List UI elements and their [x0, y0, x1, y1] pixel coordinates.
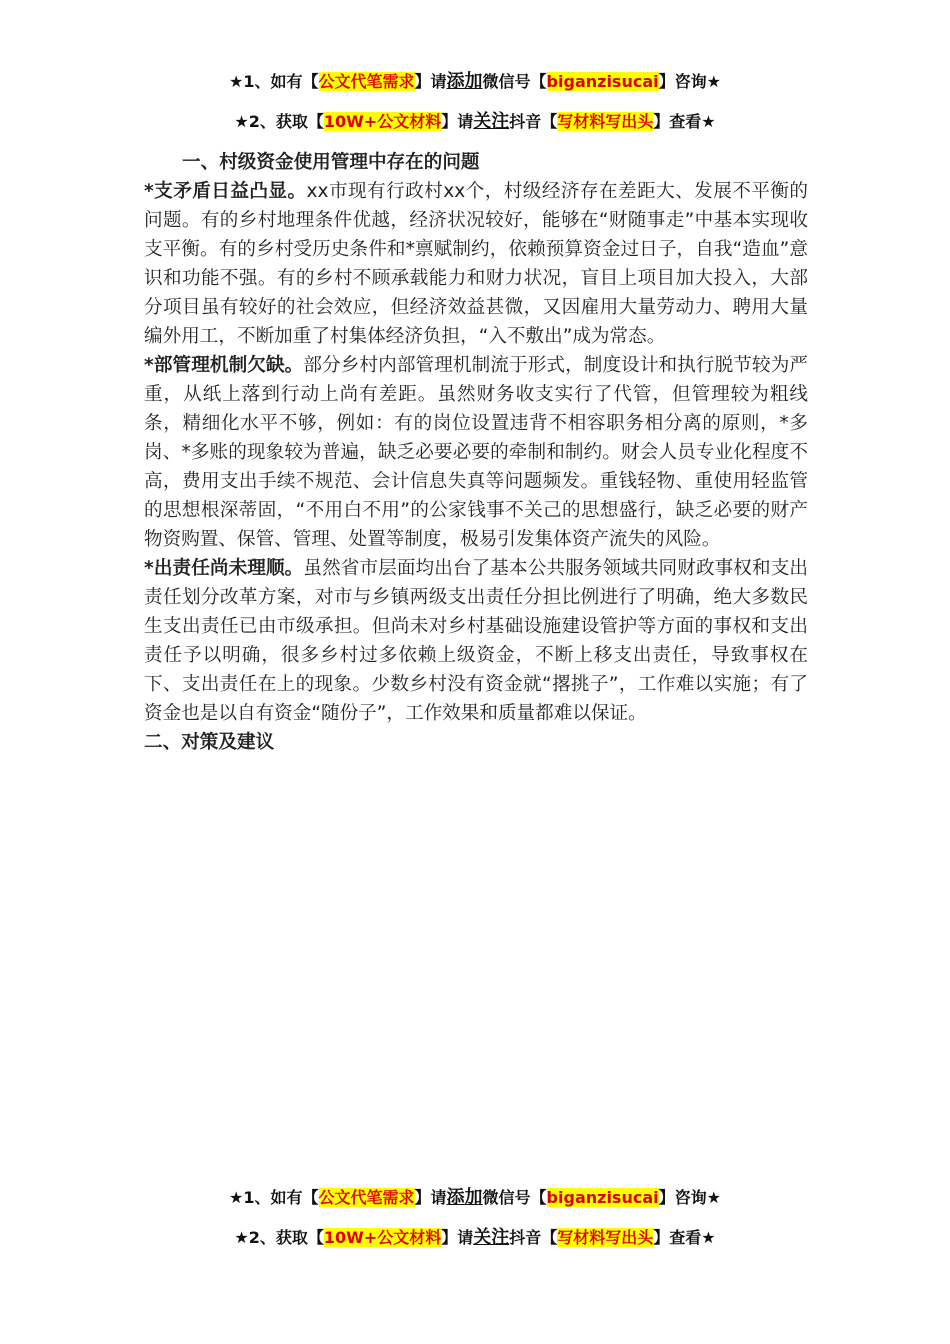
banner-text: 】请 — [441, 112, 474, 131]
banner-text: 】请 — [441, 1228, 474, 1247]
document-body — [144, 148, 808, 757]
banner-text: 抖音【 — [509, 112, 558, 131]
banner-text: ★2、获取【 — [234, 112, 324, 131]
douyin-id-highlight: 写材料写出头 — [557, 1228, 654, 1247]
wechat-id-highlight: biganzisucai — [546, 1188, 659, 1207]
banner-text: 】请 — [414, 72, 447, 91]
paragraph-lead: *部管理机制欠缺。 — [144, 355, 304, 376]
paragraph-1 — [144, 177, 808, 351]
banner-text: ★2、获取【 — [234, 1228, 324, 1247]
add-word: 添加 — [446, 71, 483, 92]
top-banner-line-1 — [0, 70, 950, 94]
douyin-id-highlight: 写材料写出头 — [557, 112, 654, 131]
paragraph-2 — [144, 351, 808, 554]
paragraph-3 — [144, 554, 808, 728]
paragraph-text: 部分乡村内部管理机制流于形式，制度设计和执行脱节较为严重，从纸上落到行动上尚有差距。虽然财务收支实行了代管，但管理较为粗线条，精细化水平不够，例如：有的岗位设置违背不相容职务相分离的原则，*多岗、*多账的现象较为普遍，缺乏必要必要的牵制和制约。财会人员专业化程度不高，费用支出手续不规范、会计信息失真等问题频发。重钱轻物、重使用轻监管的思想根深蒂固，“不用白不用”的公家钱事不关己的思想盛行，缺乏必要的财产物资购置、保管、管理、处置等制度，极易引发集体资产流失的风险。 — [144, 355, 808, 550]
add-word: 添加 — [446, 1187, 483, 1208]
section-heading-2: 二、对策及建议 — [144, 732, 275, 753]
banner-text: 】咨询★ — [658, 72, 721, 91]
paragraph-lead: *支矛盾日益凸显。 — [144, 181, 307, 202]
banner-text: 】请 — [414, 1188, 447, 1207]
materials-highlight: 10W+公文材料 — [323, 1228, 442, 1247]
bottom-banner-line-1 — [0, 1186, 950, 1210]
follow-word: 关注 — [473, 111, 510, 132]
banner-text: 】查看★ — [653, 112, 716, 131]
paragraph-text: xx市现有行政村xx个，村级经济存在差距大、发展不平衡的问题。有的乡村地理条件优越，经济状况较好，能够在“财随事走”中基本实现收支平衡。有的乡村受历史条件和*禀赋制约，依赖预算资金过日子，自我“造血”意识和功能不强。有的乡村不顾承载能力和财力状况，盲目上项目加大投入，大部分项目虽有较好的社会效应，但经济效益甚微，又因雇用大量劳动力、聘用大量编外用工，不断加重了村集体经济负担，“入不敷出”成为常态。 — [144, 181, 808, 347]
banner-text: 】查看★ — [653, 1228, 716, 1247]
wechat-id-highlight: biganzisucai — [546, 72, 659, 91]
bottom-banner-line-2 — [0, 1226, 950, 1250]
paragraph-text: 虽然省市层面均出台了基本公共服务领域共同财政事权和支出责任划分改革方案，对市与乡镇两级支出责任分担比例进行了明确，绝大多数民生支出责任已由市级承担。但尚未对乡村基础设施建设管护等方面的事权和支出责任予以明确，很多乡村过多依赖上级资金，不断上移支出责任，导致事权在下、支出责任在上的现象。少数乡村没有资金就“撂挑子”，工作难以实施；有了资金也是以自有资金“随份子”，工作效果和质量都难以保证。 — [144, 558, 808, 724]
banner-text: 抖音【 — [509, 1228, 558, 1247]
service-highlight: 公文代笔需求 — [318, 72, 415, 91]
materials-highlight: 10W+公文材料 — [323, 112, 442, 131]
service-highlight: 公文代笔需求 — [318, 1188, 415, 1207]
top-banner-line-2 — [0, 110, 950, 134]
banner-text: 微信号【 — [482, 1188, 547, 1207]
banner-text: 微信号【 — [482, 72, 547, 91]
follow-word: 关注 — [473, 1227, 510, 1248]
banner-text: ★1、如有【 — [229, 1188, 319, 1207]
paragraph-lead: *出责任尚未理顺。 — [144, 558, 304, 579]
banner-text: 】咨询★ — [658, 1188, 721, 1207]
banner-text: ★1、如有【 — [229, 72, 319, 91]
section-heading-1: 一、村级资金使用管理中存在的问题 — [182, 152, 480, 173]
